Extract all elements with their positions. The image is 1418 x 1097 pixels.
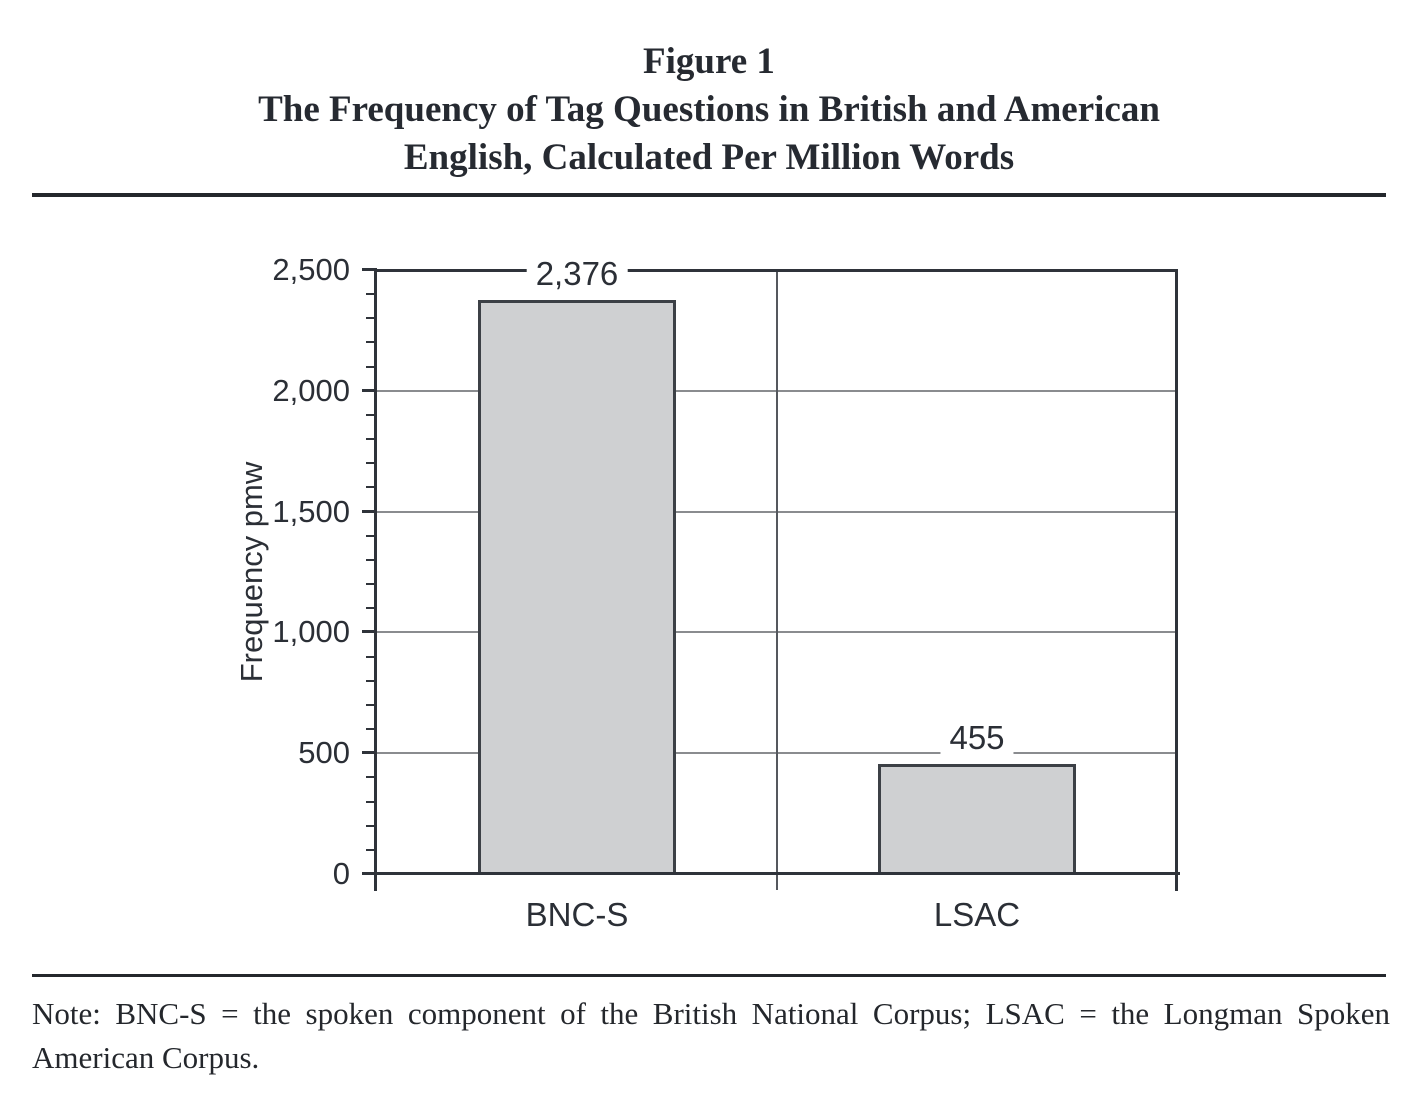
x-category-label-lsac: LSAC [933, 896, 1021, 933]
bar-value-label-bnc-s: 2,376 [527, 255, 628, 293]
plot-top-border [377, 269, 1177, 272]
x-category-label-bnc-s: BNC-S [525, 896, 629, 933]
y-tick-label-0: 0 [332, 856, 350, 891]
title-line-3: English, Calculated Per Million Words [403, 137, 1015, 178]
y-axis-title: Frequency pmw [234, 461, 269, 683]
title-line-1: Figure 1 [643, 41, 775, 82]
y-tick-label-2500: 2,500 [272, 252, 350, 287]
x-axis [374, 872, 1180, 875]
plot-right-border [1175, 269, 1178, 891]
y-tick-label-500: 500 [298, 735, 350, 770]
bar-lsac [878, 764, 1076, 875]
bar-value-label-lsac: 455 [940, 719, 1013, 757]
y-tick-label-1500: 1,500 [272, 494, 350, 529]
bar-bnc-s [478, 300, 676, 875]
note-line-2: American Corpus. [32, 1040, 260, 1075]
figure-note [32, 992, 1390, 1080]
category-divider [776, 271, 778, 890]
bar-chart-plot-area [272, 252, 1177, 933]
note-line-1: Note: BNC-S = the spoken component of the British National Corpus; LSAC = the Longman Spoken [32, 996, 1390, 1031]
y-tick-label-1000: 1,000 [272, 614, 350, 649]
note-divider [32, 974, 1386, 977]
y-tick-label-2000: 2,000 [272, 373, 350, 408]
title-divider [32, 193, 1386, 197]
figure-title [0, 38, 1418, 182]
title-line-2: The Frequency of Tag Questions in British and American [258, 89, 1160, 130]
y-axis [374, 269, 377, 891]
